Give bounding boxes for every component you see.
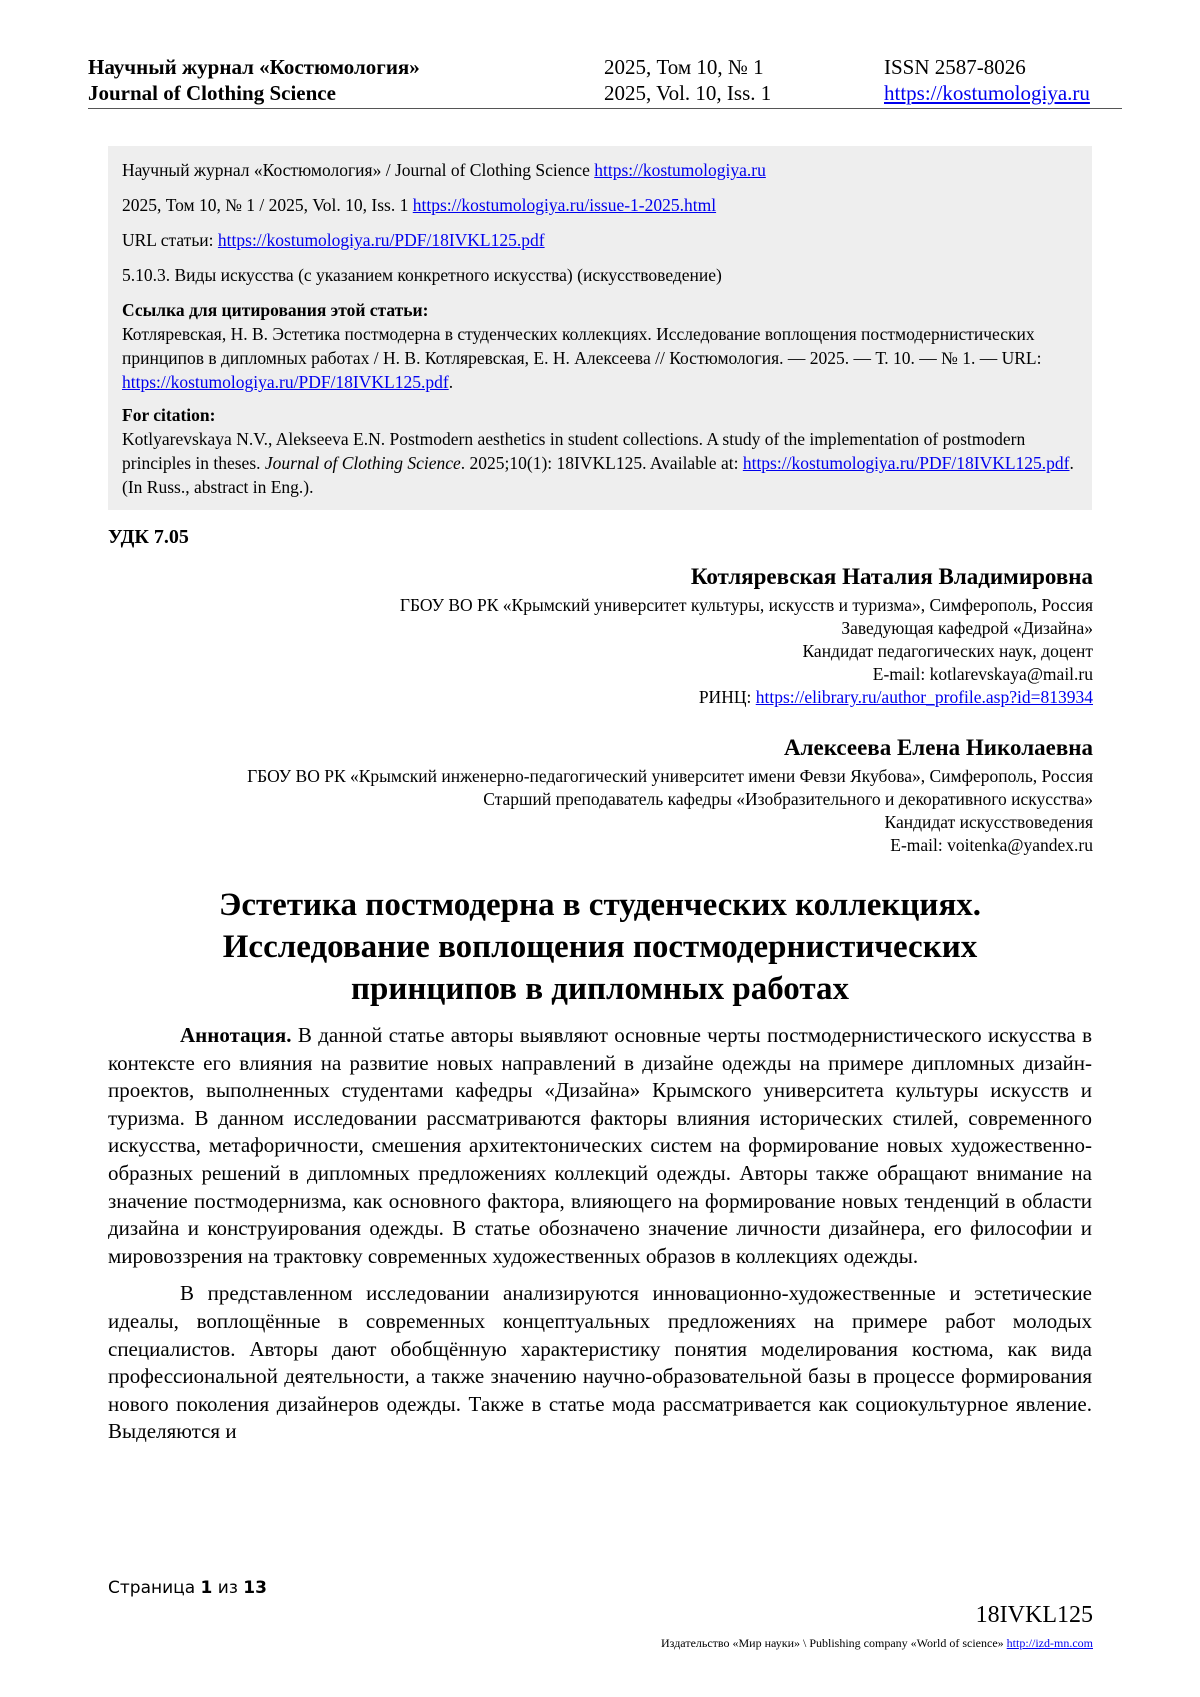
- citation-en-link[interactable]: https://kostumologiya.ru/PDF/18IVKL125.pdf: [742, 453, 1070, 473]
- header-issn-site: [884, 54, 1090, 106]
- publisher-line: Издательство «Мир науки» \ Publishing company «World of science» http://izd-mn.com: [661, 1636, 1093, 1650]
- citation-ru-label: Ссылка для цитирования этой статьи:: [122, 300, 429, 320]
- article-code: 18IVKL125: [975, 1602, 1093, 1628]
- header-journal-ru: Научный журнал «Костюмология»: [88, 55, 420, 79]
- udk-code: УДК 7.05: [108, 526, 189, 548]
- header-journal: [88, 54, 420, 106]
- header-issue-ru: 2025, Том 10, № 1: [604, 55, 764, 79]
- info-url-line: URL статьи: https://kostumologiya.ru/PDF/18IVKL125.pdf: [122, 230, 545, 250]
- author1-position: Заведующая кафедрой «Дизайна»: [841, 618, 1093, 638]
- header-issue-en: 2025, Vol. 10, Iss. 1: [604, 81, 772, 105]
- author2-email: E-mail: voitenka@yandex.ru: [890, 835, 1093, 855]
- abstract-label: Аннотация.: [180, 1023, 292, 1047]
- publisher-link[interactable]: http://izd-mn.com: [1006, 1636, 1093, 1650]
- citation-ru: [122, 298, 1078, 394]
- abstract-paragraph-2: В представленном исследовании анализируются инновационно-художественные и эстетические идеалы, воплощённые в современных концептуальных предложениях на примере работ молодых специалистов. Авторы дают обобщённую характеристику понятия моделирования костюма, как вида профессиональной деятельности, а также значению научно-образовательной базы в процессе формирования нового поколения дизайнеров одежды. Также в статье мода рассматривается как социокультурное явление. Выделяются и: [108, 1281, 1092, 1444]
- title-line-2: Исследование воплощения постмодернистических: [222, 929, 978, 965]
- author2-degree: Кандидат искусствоведения: [884, 812, 1093, 832]
- info-specialty: 5.10.3. Виды искусства (с указанием конкретного искусства) (искусствоведение): [122, 265, 722, 285]
- info-journal-line: Научный журнал «Костюмология» / Journal of Clothing Science https://kostumologiya.ru: [122, 160, 766, 180]
- author2-name: Алексеева Елена Николаевна: [783, 735, 1093, 760]
- article-body: [108, 1022, 1092, 1446]
- info-issue-line: 2025, Том 10, № 1 / 2025, Vol. 10, Iss. 1 https://kostumologiya.ru/issue-1-2025.html: [122, 195, 717, 215]
- page-number: Страница 1 из 13: [108, 1578, 267, 1598]
- author1-rinc: РИНЦ: https://elibrary.ru/author_profile.asp?id=813934: [698, 687, 1093, 707]
- header-site-link[interactable]: https://kostumologiya.ru: [884, 81, 1090, 105]
- article-title: [108, 884, 1092, 1010]
- info-journal-link[interactable]: https://kostumologiya.ru: [594, 160, 766, 180]
- title-line-3: принципов в дипломных работах: [351, 971, 849, 1007]
- header-issn: ISSN 2587-8026: [884, 55, 1026, 79]
- author-block-2: [247, 733, 1093, 857]
- header-issue: [604, 54, 771, 106]
- author2-affiliation: ГБОУ ВО РК «Крымский инженерно-педагогический университет имени Февзи Якубова», Симферополь, Россия: [247, 766, 1093, 786]
- author1-email: E-mail: kotlarevskaya@mail.ru: [872, 664, 1093, 684]
- author1-affiliation: ГБОУ ВО РК «Крымский университет культуры, искусств и туризма», Симферополь, Россия: [399, 595, 1093, 615]
- running-header: [88, 52, 1122, 109]
- citation-en-text: Kotlyarevskaya N.V., Alekseeva E.N. Postmodern aesthetics in student collections. A study of the implementation of postmodern principles in theses. Journal of Clothing Science. 2025;10(1): 18IVKL125. Available at: https://kostumologiya.ru/PDF/18IVKL125.pdf. (In Russ., abstract in Eng.).: [122, 429, 1074, 497]
- author1-degree: Кандидат педагогических наук, доцент: [802, 641, 1093, 661]
- citation-en: [122, 403, 1078, 499]
- citation-ru-text: Котляревская, Н. В. Эстетика постмодерна в студенческих коллекциях. Исследование воплощения постмодернистических принципов в дипломных работах / Н. В. Котляревская, Е. Н. Алексеева // Костюмология. — 2025. — Т. 10. — № 1. — URL: https://kostumologiya.ru/PDF/18IVKL125.pdf.: [122, 324, 1042, 392]
- author1-name: Котляревская Наталия Владимировна: [690, 564, 1093, 589]
- abstract-paragraph: [108, 1022, 1092, 1270]
- info-issue-link[interactable]: https://kostumologiya.ru/issue-1-2025.html: [412, 195, 717, 215]
- header-journal-en: Journal of Clothing Science: [88, 81, 336, 105]
- title-line-1: Эстетика постмодерна в студенческих коллекциях.: [218, 887, 982, 923]
- author1-rinc-link[interactable]: https://elibrary.ru/author_profile.asp?id=813934: [755, 687, 1093, 707]
- article-info-box: [108, 146, 1092, 510]
- citation-en-journal: Journal of Clothing Science: [264, 453, 461, 473]
- info-url-link[interactable]: https://kostumologiya.ru/PDF/18IVKL125.pdf: [217, 230, 545, 250]
- citation-en-label: For citation:: [122, 405, 216, 425]
- author2-position: Старший преподаватель кафедры «Изобразительного и декоративного искусства»: [483, 789, 1093, 809]
- author-block-1: [400, 562, 1093, 709]
- abstract-text: В данной статье авторы выявляют основные черты постмодернистического искусства в контексте его влияния на развитие новых направлений в дизайне одежды на примере дипломных дизайн-проектов, выполненных студентами кафедры «Дизайна» Крымского университета культуры искусств и туризма. В данном исследовании рассматриваются факторы влияния исторических стилей, современного искусства, метафоричности, смешения архитектонических систем на формирование новых художественно-образных решений в дипломных предложениях коллекций одежды. Авторы также обращают внимание на значение постмодернизма, как основного фактора, влияющего на формирование новых тенденций в области дизайна и конструирования одежды. В статье обозначено значение личности дизайнера, его философии и мировоззрения на трактовку современных художественных образов в коллекциях одежды.: [108, 1023, 1092, 1268]
- citation-ru-link[interactable]: https://kostumologiya.ru/PDF/18IVKL125.pdf: [122, 372, 449, 392]
